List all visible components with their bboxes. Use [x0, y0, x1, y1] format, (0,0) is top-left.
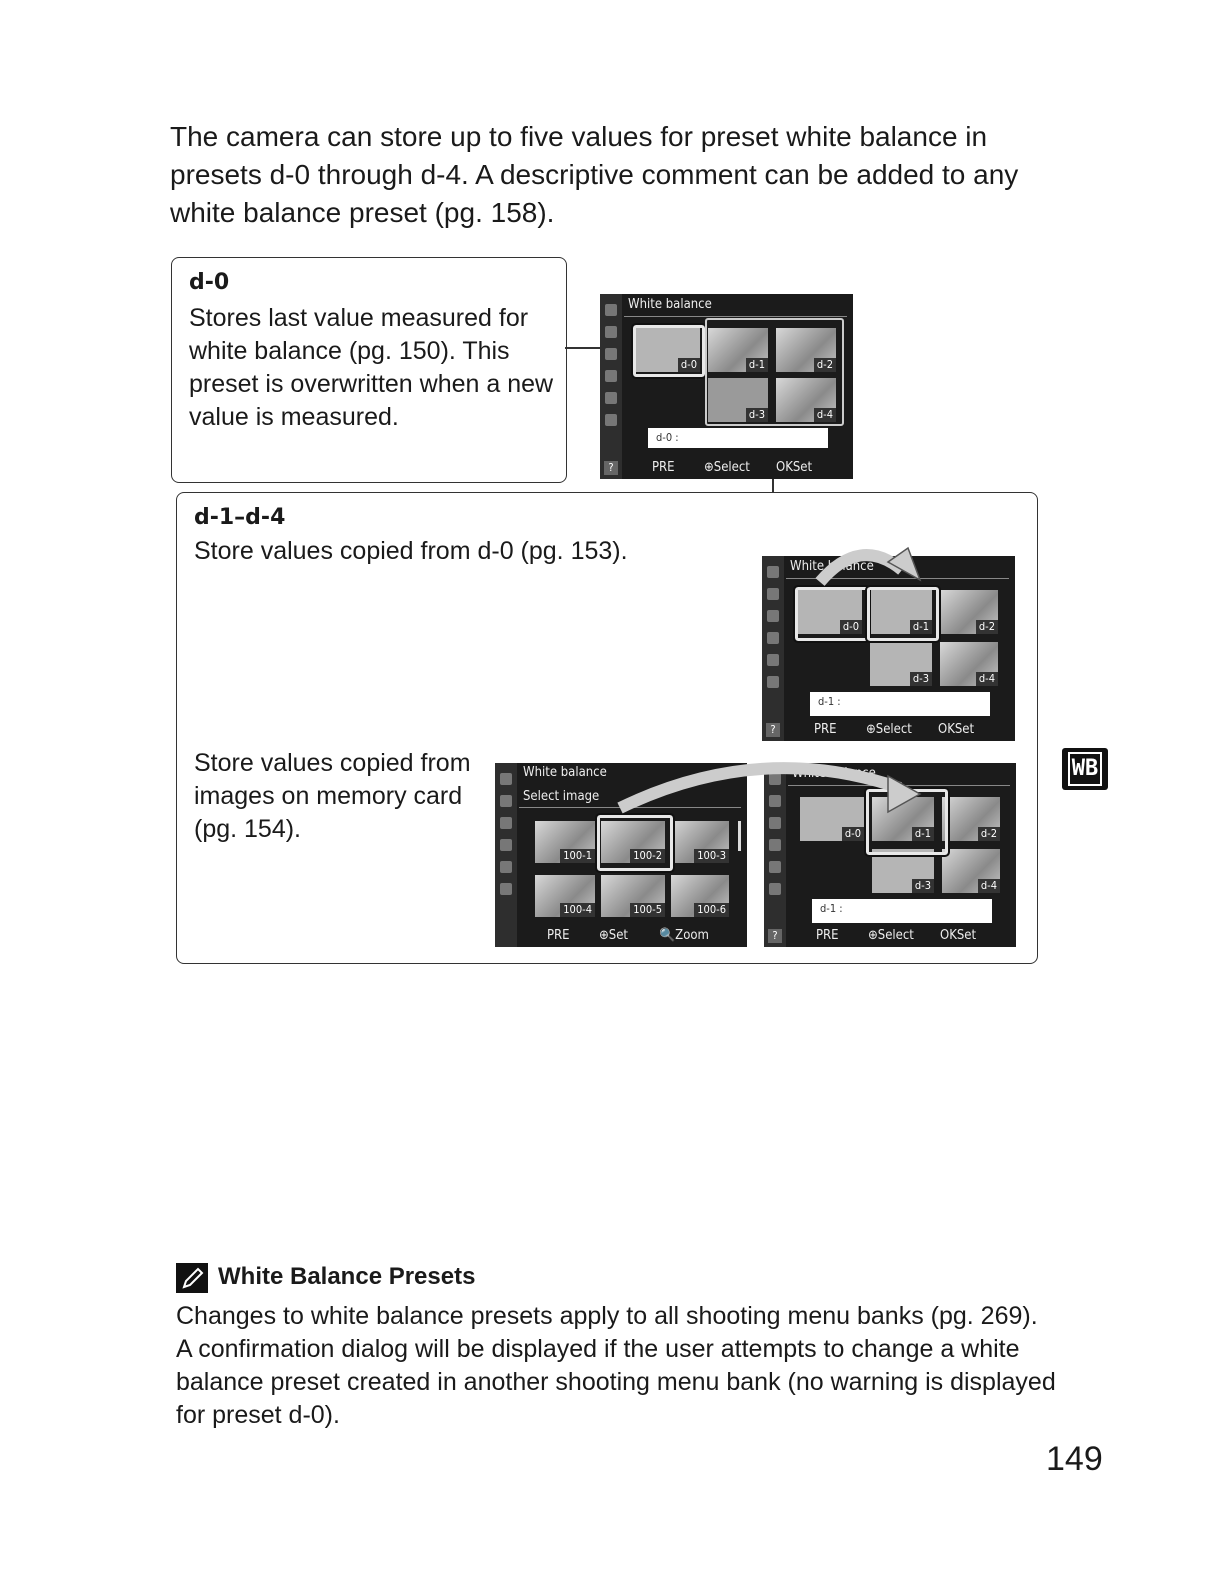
screen-footer: [495, 925, 747, 947]
footer-select: ⊕Select: [868, 928, 914, 943]
comment-field: d-1 :: [810, 692, 990, 716]
note-title: White Balance Presets: [218, 1263, 476, 1290]
wb-tab-label: WB: [1068, 752, 1103, 786]
preset-label: d-2: [978, 827, 1000, 841]
d1-d4-image-description: Store values copied from images on memory card (pg. 154).: [194, 749, 471, 843]
d0-heading: d-0: [189, 270, 230, 295]
arrow-image-to-d1: [620, 768, 900, 808]
note-body: Changes to white balance presets apply to all shooting menu banks (pg. 269). A confirmation dialog will be displayed if the user attempts to change a white balance preset created in another shooting menu bank (no warning is displayed for preset d-0).: [176, 1302, 1056, 1429]
footer-pre: PRE: [814, 722, 837, 737]
d0-callout-box: [171, 257, 567, 483]
help-icon: ?: [768, 929, 782, 943]
preset-label: d-2: [814, 358, 836, 372]
d0-description: Stores last value measured for white balance (pg. 150). This preset is overwritten when a new value is measured.: [189, 304, 554, 431]
connector-d0: [565, 347, 603, 349]
image-label: 100-5: [630, 903, 665, 917]
footer-select: ⊕Select: [704, 460, 750, 475]
footer-pre: PRE: [652, 460, 675, 475]
preset-label: d-2: [976, 620, 998, 634]
camera-screen-wb-d0: [600, 294, 853, 479]
image-label: 100-4: [560, 903, 595, 917]
help-icon: ?: [604, 461, 618, 475]
selection-frame: [633, 325, 705, 377]
image-thumb: [671, 875, 729, 917]
copy-arrows: [490, 540, 1050, 860]
footer-set: OKSet: [776, 460, 813, 475]
preset-label: d-3: [746, 408, 768, 422]
screen-title: White balance: [523, 765, 607, 780]
image-label: 100-2: [630, 849, 665, 863]
screen-footer: [600, 457, 853, 479]
arrow-d0-to-d1: [820, 555, 902, 582]
screen-title: White balance: [788, 763, 1010, 786]
note-pencil-icon: [176, 1263, 208, 1293]
menu-sidebar: [600, 294, 622, 479]
wb-section-tab: [1062, 748, 1108, 790]
d1-d4-heading: d-1–d-4: [194, 505, 286, 530]
comment-field: d-1 :: [812, 899, 992, 923]
image-label: 100-6: [694, 903, 729, 917]
preset-label: d-1: [912, 827, 934, 841]
preset-label: d-1: [746, 358, 768, 372]
image-label: 100-3: [694, 849, 729, 863]
footer-select: ⊕Select: [866, 722, 912, 737]
arrow-head-image: [888, 776, 920, 812]
preset-label: d-4: [976, 672, 998, 686]
footer-set: OKSet: [938, 722, 975, 737]
footer-pre: PRE: [547, 928, 570, 943]
preset-label: d-4: [978, 879, 1000, 893]
footer-set: OKSet: [940, 928, 977, 943]
intro-paragraph: The camera can store up to five values for preset white balance in presets d-0 through d-4. A descriptive comment can be added to any white balance preset (pg. 158).: [170, 121, 1019, 228]
image-label: 100-1: [560, 849, 595, 863]
d1-d4-copy-description: Store values copied from d-0 (pg. 153).: [194, 537, 628, 565]
help-icon: ?: [766, 723, 780, 737]
preset-label: d-0: [678, 358, 700, 372]
comment-field: d-0 :: [648, 428, 828, 448]
footer-set: ⊕Set: [599, 928, 629, 943]
screen-subtitle: Select image: [519, 787, 741, 808]
screen-footer: [764, 925, 1016, 947]
preset-label: d-3: [910, 672, 932, 686]
preset-label: d-0: [840, 620, 862, 634]
preset-label: d-4: [814, 408, 836, 422]
page-number: 149: [1046, 1440, 1103, 1478]
preset-label: d-3: [912, 879, 934, 893]
arrow-head-d1: [888, 548, 920, 580]
screen-title: White balance: [624, 294, 847, 317]
image-thumb: [601, 875, 665, 917]
preset-label: d-1: [910, 620, 932, 634]
screen-title: White balance: [786, 556, 1009, 579]
destination-frame: [705, 318, 844, 426]
preset-label: d-0: [842, 827, 864, 841]
footer-pre: PRE: [816, 928, 839, 943]
image-thumb: [535, 875, 595, 917]
footer-zoom: 🔍Zoom: [659, 928, 709, 943]
